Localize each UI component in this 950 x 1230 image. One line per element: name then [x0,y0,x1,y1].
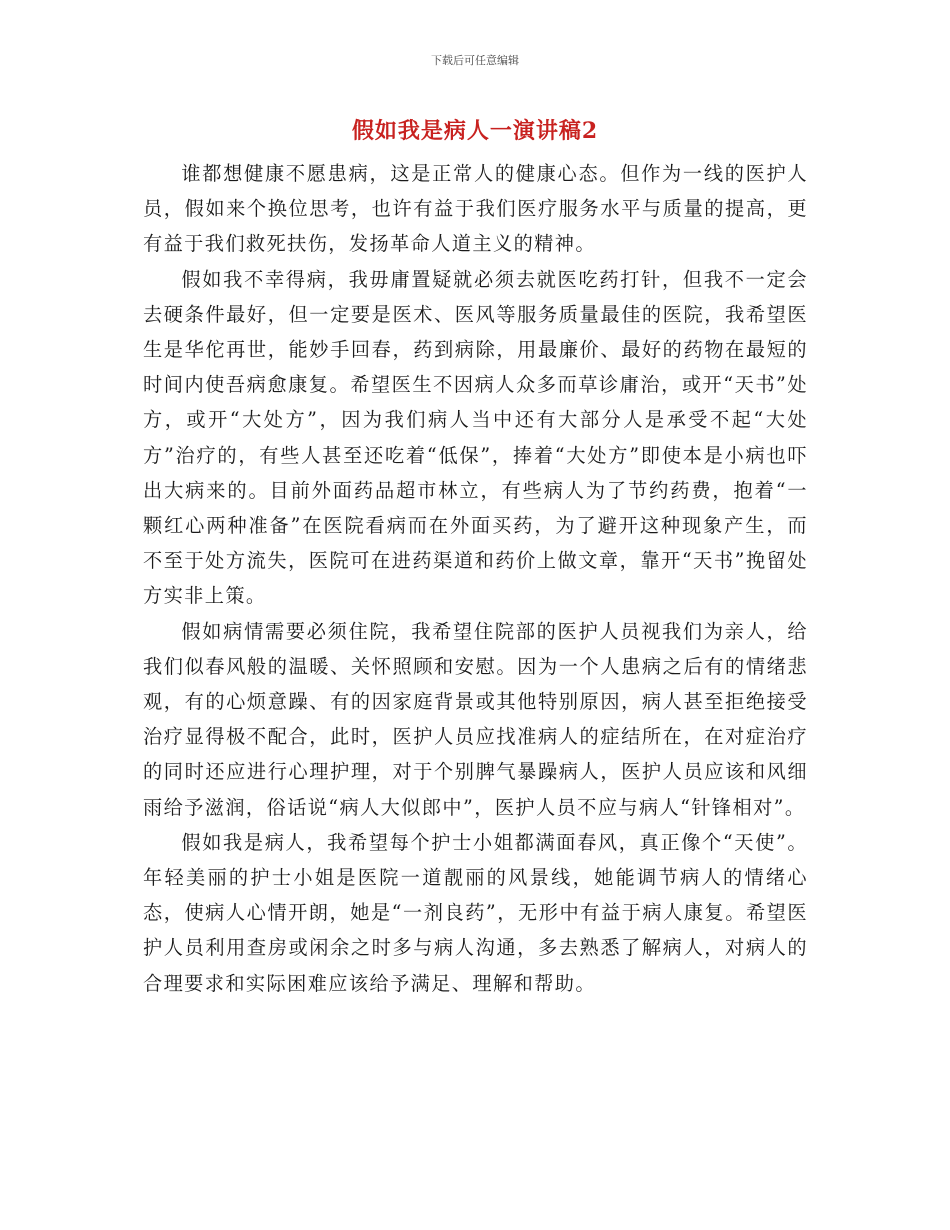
page-header-note: 下载后可任意编辑 [431,54,519,67]
paragraph: 假如我不幸得病，我毋庸置疑就必须去就医吃药打针，但我不一定会去硬条件最好，但一定要是医术、医风等服务质量最佳的医院，我希望医生是华佗再世，能妙手回春，药到病除，用最廉价、最好的药物在最短的时间内使吾病愈康复。希望医生不因病人众多而草诊庸治，或开“天书”处方，或开“大处方”，因为我们病人当中还有大部分人是承受不起“大处方”治疗的，有些人甚至还吃着“低保”，捧着“大处方”即使本是小病也吓出大病来的。目前外面药品超市林立，有些病人为了节约药费，抱着“一颗红心两种准备”在医院看病而在外面买药，为了避开这种现象产生，而不至于处方流失，医院可在进药渠道和药价上做文章，靠开“天书”挽留处方实非上策。 [143,267,808,608]
document-title: 假如我是病人一演讲稿2 [351,118,599,144]
paragraph: 假如我是病人，我希望每个护士小姐都满面春风，真正像个“天使”。年轻美丽的护士小姐是医院一道靓丽的风景线，她能调节病人的情绪心态，使病人心情开朗，她是“一剂良药”，无形中有益于病人康复。希望医护人员利用查房或闲余之时多与病人沟通，多去熟悉了解病人，对病人的合理要求和实际困难应该给予满足、理解和帮助。 [143,830,808,995]
paragraph: 谁都想健康不愿患病，这是正常人的健康心态。但作为一线的医护人员，假如来个换位思考，也许有益于我们医疗服务水平与质量的提高，更有益于我们救死扶伤，发扬革命人道主义的精神。 [143,162,808,256]
document-body [143,156,808,1001]
paragraph: 假如病情需要必须住院，我希望住院部的医护人员视我们为亲人，给我们似春风般的温暖、关怀照顾和安慰。因为一个人患病之后有的情绪悲观，有的心烦意躁、有的因家庭背景或其他特别原因，病人甚至拒绝接受治疗显得极不配合，此时，医护人员应找准病人的症结所在，在对症治疗的同时还应进行心理护理，对于个别脾气暴躁病人，医护人员应该和风细雨给予滋润，俗话说“病人大似郎中”，医护人员不应与病人“针锋相对”。 [143,619,808,819]
